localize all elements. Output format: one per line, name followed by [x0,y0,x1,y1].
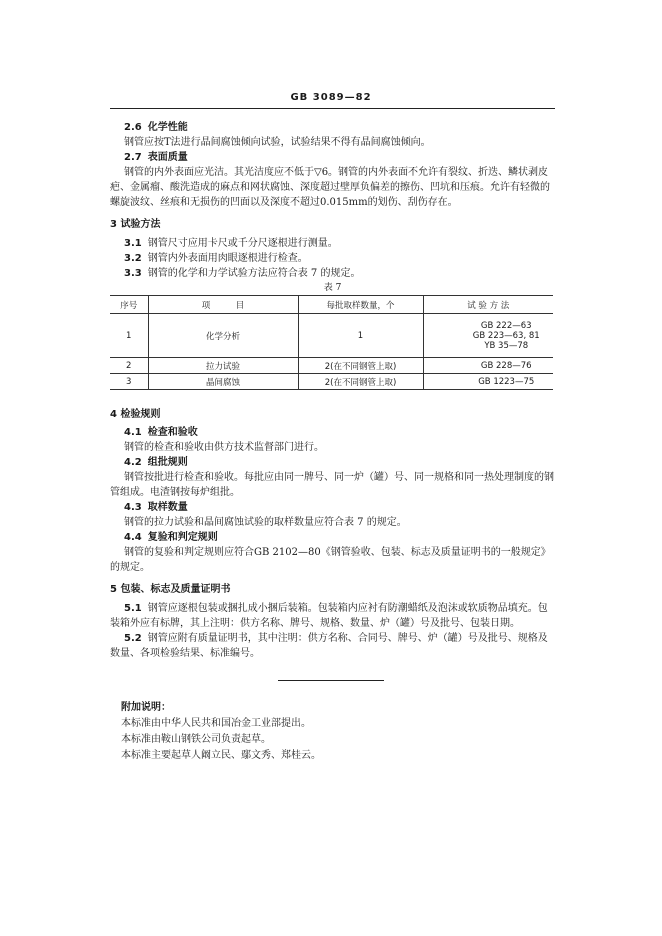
section-2-6-body [110,135,555,150]
section-4-2-body [110,470,555,500]
section-title: 检查和验收 [147,427,198,438]
section-number: 4.2 [124,457,142,468]
row-number: 1 [110,314,148,358]
sample-qty: 2(在不同钢管上取) [298,374,423,390]
paragraph-text: 钢管应逐根包装或捆扎成小捆后装箱。包装箱内应衬有防潮蜡纸及泡沫或软质物品填充。包装箱外应有标牌，其上注明：供方名称、牌号、规格、数量、炉（罐）号及批号、包装日期。 [110,603,548,629]
test-method: GB 1223—75 [423,374,553,390]
section-title: 表面质量 [147,152,188,163]
section-title: 组批规则 [147,457,188,468]
test-item: 晶间腐蚀 [148,374,298,390]
paragraph [110,631,555,661]
header-rule [110,108,555,109]
table-7 [110,295,553,390]
paragraph: 钢管的内外表面应光洁。其光洁度应不低于▽6。钢管的内外表面不允许有裂纹、折迭、鳞状剥皮疤、金属瘤、酸洗造成的麻点和网状腐蚀、深度超过壁厚负偏差的擦伤、凹坑和压痕。允许有轻微的螺旋波纹、丝痕和无损伤的凹面以及深度不超过0.015mm的划伤、刮伤存在。 [110,167,550,208]
section-number: 3.1 [124,238,142,249]
standard-number-header: GB 3089—82 [290,92,372,103]
table-row [110,374,553,390]
item-text: 钢管的化学和力学试验方法应符合表 7 的规定。 [147,268,361,279]
section-number: 5.1 [124,603,142,614]
sample-qty: 1 [298,314,423,358]
section-4-3-body [110,515,555,530]
additional-notes [121,700,321,764]
section-2-7-heading [110,150,569,165]
section-number: 4.4 [124,532,142,543]
table-row [110,358,553,374]
section-4-1-body [110,440,555,455]
section-3-1 [110,236,569,251]
section-5-2 [110,631,555,661]
section-title: 化学性能 [147,122,188,133]
section-3-2 [110,251,569,266]
item-text: 钢管内外表面用肉眼逐根进行检查。 [147,253,308,264]
section-2-6-heading [110,120,569,135]
note-line: 本标准主要起草人阚立民、鄢文秀、郑桂云。 [121,750,321,761]
column-header: 每批取样数量，个 [298,296,423,314]
note-line: 本标准由中华人民共和国冶金工业部提出。 [121,718,311,729]
test-method [423,314,553,358]
test-item: 拉力试验 [148,358,298,374]
section-number: 5.2 [124,633,142,644]
section-title: 取样数量 [147,502,188,513]
section-2-7-body [110,165,555,210]
paragraph: 钢管的检查和验收由供方技术监督部门进行。 [124,442,324,453]
section-5-1 [110,601,555,631]
section-3-heading: 3 试验方法 [110,219,161,230]
paragraph: 钢管的复验和判定规则应符合GB 2102—80《钢管验收、包装、标志及质量证明书的一般规定》的规定。 [110,547,551,573]
note-line: 本标准由鞍山钢铁公司负责起草。 [121,734,271,745]
row-number: 2 [110,358,148,374]
section-4-3-heading [110,500,569,515]
column-header: 项 目 [148,296,298,314]
section-number: 3.3 [124,268,142,279]
section-4-1-heading [110,425,569,440]
method-line: YB 35—78 [484,340,529,351]
paragraph: 钢管应按T法进行晶间腐蚀倾向试验，试验结果不得有晶间腐蚀倾向。 [124,137,431,148]
paragraph [110,601,555,631]
table-caption: 表 7 [323,283,342,293]
paragraph: 钢管的拉力试验和晶间腐蚀试验的取样数量应符合表 7 的规定。 [124,517,407,528]
column-header: 试 验 方 法 [423,296,553,314]
section-5-heading: 5 包装、标志及质量证明书 [110,584,231,595]
section-number: 2.6 [124,122,142,133]
section-4-2-heading [110,455,569,470]
table-header-row [110,296,553,314]
test-item: 化学分析 [148,314,298,358]
section-3-3 [110,266,569,281]
section-4-4-body [110,545,555,575]
test-method: GB 228—76 [423,358,553,374]
section-4-4-heading [110,530,569,545]
item-text: 钢管尺寸应用卡尺或千分尺逐根进行测量。 [147,238,338,249]
table-row [110,314,553,358]
section-4-heading: 4 检验规则 [110,409,161,420]
section-number: 4.3 [124,502,142,513]
notes-title: 附加说明： [121,702,171,713]
paragraph: 钢管按批进行检查和验收。每批应由同一牌号、同一炉（罐）号、同一规格和同一热处理制度的钢管组成。电渣钢按每炉组批。 [110,472,554,498]
separator-line [278,680,384,681]
section-number: 2.7 [124,152,142,163]
row-number: 3 [110,374,148,390]
paragraph-text: 钢管应附有质量证明书，其中注明：供方名称、合同号、牌号、炉（罐）号及批号、规格及数量、各项检验结果、标准编号。 [110,633,548,659]
method-line: GB 222—63 [480,320,532,331]
section-number: 4.1 [124,427,142,438]
column-header: 序号 [110,296,148,314]
method-line: GB 223—63, 81 [472,330,540,341]
section-number: 3.2 [124,253,142,264]
section-title: 复验和判定规则 [147,532,218,543]
sample-qty: 2(在不同钢管上取) [298,358,423,374]
